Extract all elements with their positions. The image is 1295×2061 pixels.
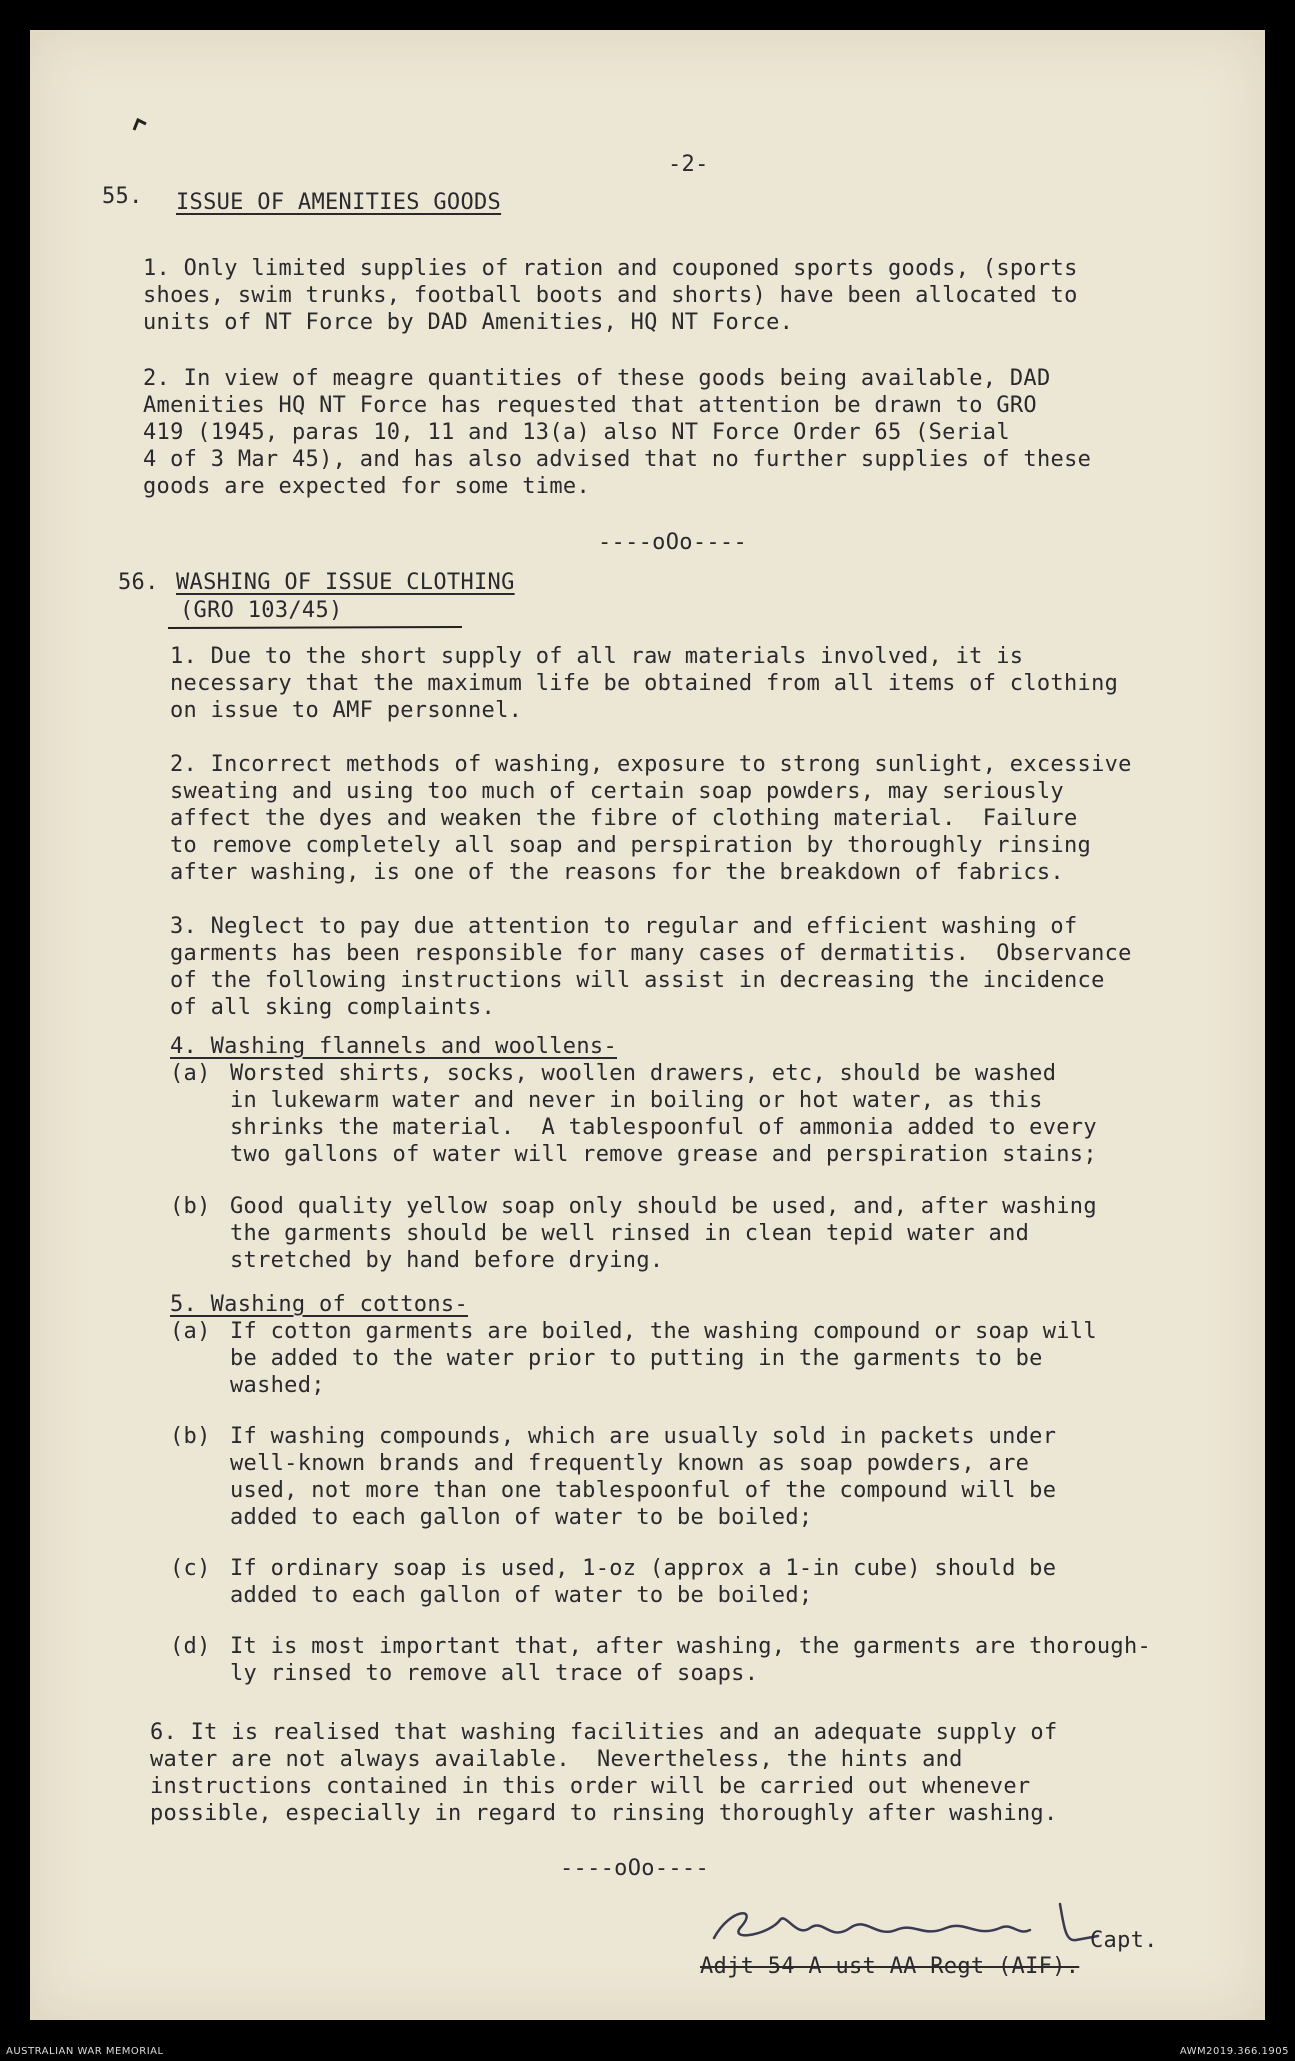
section-56-para-4-heading: 4. Washing flannels and woollens- — [170, 1034, 617, 1059]
para-5a-label: (a) — [170, 1319, 211, 1344]
para-5d-line-2: ly rinsed to remove all trace of soaps. — [230, 1661, 759, 1686]
para-5b-line-1: If washing compounds, which are usually sold in packets under — [230, 1424, 1057, 1449]
para-5b-line-2: well-known brands and frequently known as soap powders, are — [230, 1451, 1030, 1476]
footer-left: AUSTRALIAN WAR MEMORIAL — [6, 2046, 164, 2057]
para-5b-line-3: used, not more than one tablespoonful of the compound will be — [230, 1478, 1057, 1503]
section-56-para-2-line-4: to remove completely all soap and perspiration by thoroughly rinsing — [170, 833, 1092, 858]
section-55-para-2-line-5: goods are expected for some time. — [143, 474, 590, 499]
section-56-para-6-line-4: possible, especially in regard to rinsing thoroughly after washing. — [150, 1801, 1058, 1826]
signature-appointment: Adjt 54 A ust AA Regt (AIF). — [700, 1954, 1080, 1979]
section-56-reference: (GRO 103/45) — [180, 598, 343, 623]
section-56-para-6-line-3: instructions contained in this order will be carried out whenever — [150, 1774, 1031, 1799]
section-55-para-1-line-2: shoes, swim trunks, football boots and shorts) have been allocated to — [143, 283, 1078, 308]
para-4a-label: (a) — [170, 1061, 211, 1086]
section-55-para-2-line-1: 2. In view of meagre quantities of these goods being available, DAD — [143, 366, 1051, 391]
para-4b-line-2: the garments should be well rinsed in clean tepid water and — [230, 1221, 1030, 1246]
section-56-para-1-line-2: necessary that the maximum life be obtained from all items of clothing — [170, 671, 1119, 696]
section-55-para-2-line-2: Amenities HQ NT Force has requested that attention be drawn to GRO — [143, 393, 1037, 418]
para-4b-label: (b) — [170, 1194, 211, 1219]
section-55-para-2-line-3: 419 (1945, paras 10, 11 and 13(a) also NT Force Order 65 (Serial — [143, 420, 1010, 445]
footer-right: AWM2019.366.1905 — [1179, 2046, 1289, 2057]
para-5c-line-2: added to each gallon of water to be boiled; — [230, 1583, 813, 1608]
ink-speck-mark — [132, 118, 152, 132]
section-56-para-3-line-3: of the following instructions will assist in decreasing the incidence — [170, 968, 1105, 993]
para-4a-line-4: two gallons of water will remove grease and perspiration stains; — [230, 1142, 1097, 1167]
para-4a-line-2: in lukewarm water and never in boiling or hot water, as this — [230, 1088, 1043, 1113]
section-55-separator: ----oOo---- — [598, 530, 747, 555]
section-56-para-2-line-3: affect the dyes and weaken the fibre of clothing material. Failure — [170, 806, 1078, 831]
section-56-para-2-line-2: sweating and using too much of certain soap powders, may seriously — [170, 779, 1064, 804]
heading-underline-mark — [166, 624, 466, 632]
para-4a-line-1: Worsted shirts, socks, woollen drawers, etc, should be washed — [230, 1061, 1057, 1086]
signature-rank: Capt. — [1090, 1928, 1158, 1953]
para-5a-line-1: If cotton garments are boiled, the washing compound or soap will — [230, 1319, 1097, 1344]
page-number: -2- — [668, 152, 709, 177]
para-4b-line-1: Good quality yellow soap only should be used, and, after washing — [230, 1194, 1097, 1219]
section-55-number: 55. — [102, 184, 143, 209]
section-56-para-3-line-1: 3. Neglect to pay due attention to regular and efficient washing of — [170, 914, 1078, 939]
document-page — [30, 30, 1265, 2020]
section-56-number: 56. — [118, 570, 159, 595]
section-55-heading: ISSUE OF AMENITIES GOODS — [176, 190, 502, 215]
section-56-para-2-line-1: 2. Incorrect methods of washing, exposure to strong sunlight, excessive — [170, 752, 1132, 777]
section-56-para-1-line-1: 1. Due to the short supply of all raw materials involved, it is — [170, 644, 1024, 669]
section-56-para-5-heading: 5. Washing of cottons- — [170, 1292, 468, 1317]
section-55-para-2-line-4: 4 of 3 Mar 45), and has also advised that no further supplies of these — [143, 447, 1092, 472]
section-56-para-2-line-5: after washing, is one of the reasons for the breakdown of fabrics. — [170, 860, 1064, 885]
para-5c-label: (c) — [170, 1556, 211, 1581]
section-56-para-6-line-2: water are not always available. Nevertheless, the hints and — [150, 1747, 963, 1772]
para-5d-line-1: It is most important that, after washing, the garments are thorough- — [230, 1634, 1152, 1659]
section-56-para-6-line-1: 6. It is realised that washing facilities and an adequate supply of — [150, 1720, 1058, 1745]
para-5b-line-4: added to each gallon of water to be boiled; — [230, 1505, 813, 1530]
section-56-para-3-line-2: garments has been responsible for many cases of dermatitis. Observance — [170, 941, 1132, 966]
para-4b-line-3: stretched by hand before drying. — [230, 1248, 664, 1273]
section-55-para-1-line-1: 1. Only limited supplies of ration and couponed sports goods, (sports — [143, 256, 1078, 281]
handwritten-signature — [700, 1898, 1110, 1958]
para-5a-line-2: be added to the water prior to putting in the garments to be — [230, 1346, 1043, 1371]
para-5d-label: (d) — [170, 1634, 211, 1659]
section-56-para-1-line-3: on issue to AMF personnel. — [170, 698, 523, 723]
section-56-heading: WASHING OF ISSUE CLOTHING — [176, 570, 515, 595]
para-5a-line-3: washed; — [230, 1373, 325, 1398]
section-56-separator: ----oOo---- — [560, 1856, 709, 1881]
section-55-para-1-line-3: units of NT Force by DAD Amenities, HQ NT Force. — [143, 310, 794, 335]
para-5c-line-1: If ordinary soap is used, 1-oz (approx a 1-in cube) should be — [230, 1556, 1057, 1581]
para-5b-label: (b) — [170, 1424, 211, 1449]
section-56-para-3-line-4: of all sking complaints. — [170, 995, 496, 1020]
para-4a-line-3: shrinks the material. A tablespoonful of ammonia added to every — [230, 1115, 1097, 1140]
